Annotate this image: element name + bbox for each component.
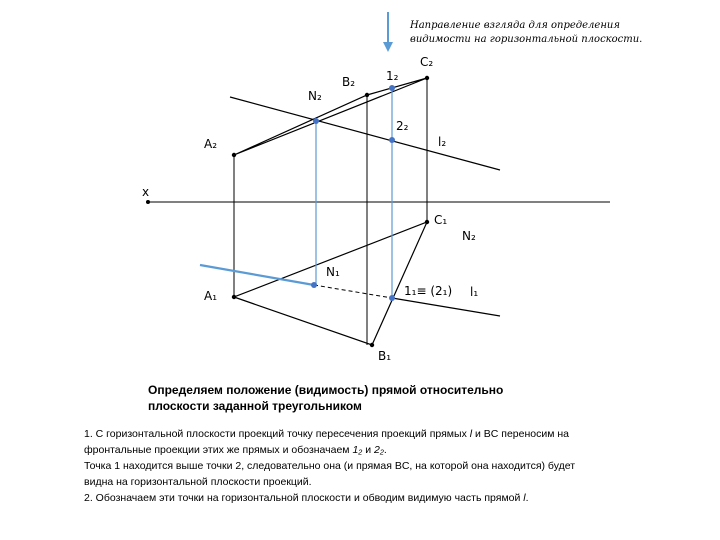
step-1-text-end: .	[383, 444, 387, 456]
point-1-2	[389, 85, 395, 91]
label-N2: N₂	[308, 89, 322, 103]
line-l1-visible-part	[200, 265, 314, 285]
step-2-line-symbol: l	[523, 492, 526, 504]
line-l1-hidden-part	[314, 285, 392, 298]
step-2-line	[84, 490, 624, 506]
point-B2	[365, 93, 369, 97]
label-l2: l₂	[438, 135, 447, 149]
step-1-text-and: и	[362, 444, 374, 456]
step-1-line2	[84, 442, 624, 458]
label-l1: l₁	[470, 285, 479, 299]
label-B2: B₂	[342, 75, 356, 89]
step-1-text-b: и BC переносим на	[472, 428, 570, 440]
heading-line2: плоскости заданной треугольником	[148, 399, 362, 413]
label-A1: A₁	[204, 289, 218, 303]
label-x: x	[142, 185, 150, 199]
step-2-text: 2. Обозначаем эти точки на горизонтальной плоскости и обводим видимую часть прямой	[84, 492, 524, 504]
point-C2	[425, 76, 429, 80]
point-2-2	[389, 137, 395, 143]
point-C1	[425, 220, 429, 224]
step-1-text-a: 1. С горизонтальной плоскости проекций точку пересечения проекций прямых	[84, 428, 470, 440]
view-direction-arrow	[383, 12, 393, 52]
label-1-2: 1₂	[386, 69, 399, 83]
step-1-conclusion-line2: видна на горизонтальной плоскости проекций.	[84, 476, 312, 488]
point-coincident-1-1-2-1	[389, 295, 395, 301]
label-C2: C₂	[420, 55, 434, 69]
label-2-2: 2₂	[396, 119, 409, 133]
step-1-line-symbol: l	[469, 428, 473, 440]
point-A2	[232, 153, 236, 157]
label-C1: C₁	[434, 213, 448, 227]
view-note-line2: видимости на горизонтальной плоскости.	[410, 34, 643, 45]
frontal-triangle	[234, 78, 427, 155]
label-A2: A₂	[204, 137, 218, 151]
explanation-heading	[148, 382, 568, 414]
step-1-point-2-2: 2₂	[374, 444, 384, 456]
horizontal-triangle	[234, 222, 427, 345]
step-1-conclusion-line1: Точка 1 находится выше точки 2, следовательно она (и прямая BC, на которой она находится) будет	[84, 460, 576, 472]
view-note-line1: Направление взгляда для определения	[410, 20, 620, 31]
point-N2	[313, 118, 319, 124]
x-axis-start-point	[146, 200, 150, 204]
step-1-line1	[84, 426, 624, 442]
heading-line1: Определяем положение (видимость) прямой относительно	[148, 383, 504, 397]
step-1-text-c: фронтальные проекции этих же прямых и обозначаем	[84, 444, 353, 456]
explanation-steps	[84, 426, 624, 506]
step-1-point-1-2: 1₂	[352, 444, 363, 456]
line-l1	[392, 298, 500, 316]
line-l2	[230, 97, 500, 170]
label-B1: B₁	[378, 349, 392, 363]
label-N2-right: N₂	[462, 229, 476, 243]
label-1-1-coincident-2-1: 1₁≡ (2₁)	[404, 284, 453, 298]
point-B1	[370, 343, 374, 347]
label-N1: N₁	[326, 265, 340, 279]
step-2-text-end: .	[525, 492, 529, 504]
point-A1	[232, 295, 236, 299]
point-N1	[311, 282, 317, 288]
